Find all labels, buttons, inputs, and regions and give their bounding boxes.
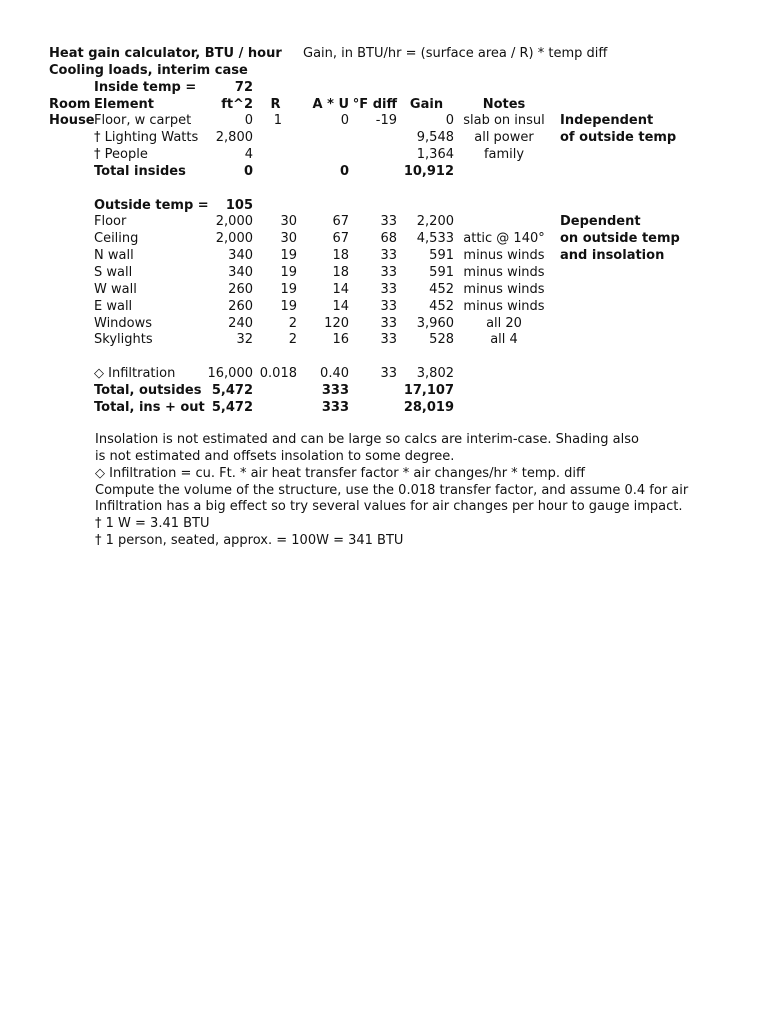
side-note: and insolation bbox=[560, 248, 665, 264]
area-cell: 2,800 bbox=[215, 130, 253, 146]
diff-cell: -19 bbox=[375, 113, 397, 129]
element-cell: W wall bbox=[94, 281, 137, 297]
element-cell: ◇ Infiltration bbox=[94, 366, 176, 382]
sheet-subtitle: Cooling loads, interim case bbox=[49, 62, 248, 78]
col-notes: Notes bbox=[482, 96, 526, 112]
footnote-line: is not estimated and offsets insolation to some degree. bbox=[95, 448, 455, 464]
inside-temp-label: Inside temp = bbox=[94, 79, 197, 95]
gain-cell: 3,802 bbox=[416, 366, 454, 382]
table-row bbox=[49, 299, 749, 316]
notes-cell: all power bbox=[474, 130, 534, 146]
footnote-line: ◇ Infiltration = cu. Ft. * air heat transfer factor * air changes/hr * temp. diff bbox=[95, 465, 585, 481]
au-cell: 0.40 bbox=[320, 366, 349, 382]
au-cell: 14 bbox=[332, 298, 349, 314]
diff-cell: 33 bbox=[380, 332, 397, 348]
side-note: Independent bbox=[560, 113, 654, 129]
col-area: ft^2 bbox=[221, 96, 253, 112]
au-cell: 0 bbox=[340, 113, 349, 129]
table-row bbox=[49, 332, 749, 349]
gain-cell: 4,533 bbox=[416, 231, 454, 247]
footnotes bbox=[95, 432, 715, 550]
element-cell: † People bbox=[94, 147, 148, 163]
inside-temp-value: 72 bbox=[234, 79, 253, 95]
element-cell: Skylights bbox=[94, 332, 153, 348]
notes-cell: minus winds bbox=[463, 298, 545, 314]
diff-cell: 33 bbox=[380, 315, 397, 331]
area-cell: 340 bbox=[228, 248, 253, 264]
diff-cell: 33 bbox=[380, 214, 397, 230]
r-cell: 19 bbox=[280, 264, 297, 280]
spreadsheet bbox=[49, 46, 749, 417]
total-all-gain: 28,019 bbox=[403, 399, 454, 415]
element-cell: Ceiling bbox=[94, 231, 139, 247]
total-outsides-area: 5,472 bbox=[211, 382, 253, 398]
total-all-label: Total, ins + out bbox=[94, 399, 205, 415]
table-row bbox=[49, 113, 749, 130]
col-element: Element bbox=[94, 96, 154, 112]
room-cell: House bbox=[49, 113, 95, 129]
gain-cell: 452 bbox=[429, 281, 454, 297]
spacer-row bbox=[49, 181, 749, 198]
r-cell: 1 bbox=[273, 113, 282, 129]
total-insides-gain: 10,912 bbox=[403, 163, 454, 179]
gain-cell: 591 bbox=[429, 264, 454, 280]
table-row bbox=[49, 316, 749, 333]
notes-cell: minus winds bbox=[463, 248, 545, 264]
outside-temp-value: 105 bbox=[225, 197, 253, 213]
inside-temp-row bbox=[49, 80, 749, 97]
total-outsides-label: Total, outsides bbox=[94, 382, 202, 398]
total-all-area: 5,472 bbox=[211, 399, 253, 415]
subtitle-row bbox=[49, 63, 749, 80]
r-cell: 19 bbox=[280, 248, 297, 264]
notes-cell: minus winds bbox=[463, 281, 545, 297]
element-cell: E wall bbox=[94, 298, 133, 314]
element-cell: † Lighting Watts bbox=[94, 130, 199, 146]
r-cell: 30 bbox=[280, 214, 297, 230]
table-row bbox=[49, 282, 749, 299]
notes-cell: minus winds bbox=[463, 264, 545, 280]
r-cell: 2 bbox=[288, 332, 297, 348]
r-cell: 0.018 bbox=[259, 366, 297, 382]
infiltration-row bbox=[49, 366, 749, 383]
au-cell: 18 bbox=[332, 264, 349, 280]
au-cell: 120 bbox=[324, 315, 349, 331]
spacer-row bbox=[49, 349, 749, 366]
notes-cell: slab on insul bbox=[463, 113, 545, 129]
area-cell: 2,000 bbox=[215, 214, 253, 230]
area-cell: 2,000 bbox=[215, 231, 253, 247]
footnote-line: Compute the volume of the structure, use the 0.018 transfer factor, and assume 0.4 for air bbox=[95, 482, 689, 498]
r-cell: 19 bbox=[280, 281, 297, 297]
area-cell: 340 bbox=[228, 264, 253, 280]
r-cell: 30 bbox=[280, 231, 297, 247]
element-cell: Floor bbox=[94, 214, 127, 230]
total-insides-area: 0 bbox=[243, 163, 253, 179]
outside-temp-row bbox=[49, 198, 749, 215]
area-cell: 260 bbox=[228, 298, 253, 314]
footnote-line: Infiltration has a big effect so try several values for air changes per hour to gauge impact. bbox=[95, 499, 683, 515]
area-cell: 240 bbox=[228, 315, 253, 331]
au-cell: 14 bbox=[332, 281, 349, 297]
notes-cell: family bbox=[483, 147, 525, 163]
area-cell: 16,000 bbox=[207, 366, 253, 382]
total-outsides-row bbox=[49, 383, 749, 400]
gain-cell: 591 bbox=[429, 248, 454, 264]
table-row bbox=[49, 248, 749, 265]
gain-formula: Gain, in BTU/hr = (surface area / R) * temp diff bbox=[303, 46, 608, 61]
notes-cell: all 4 bbox=[490, 332, 518, 348]
total-outsides-au: 333 bbox=[321, 382, 349, 398]
diff-cell: 33 bbox=[380, 281, 397, 297]
gain-cell: 9,548 bbox=[416, 130, 454, 146]
side-note: Dependent bbox=[560, 214, 641, 230]
side-note: on outside temp bbox=[560, 231, 680, 247]
total-insides-row bbox=[49, 164, 749, 181]
footnote-line: † 1 W = 3.41 BTU bbox=[95, 516, 210, 532]
gain-cell: 0 bbox=[445, 113, 454, 129]
total-all-au: 333 bbox=[321, 399, 349, 415]
diff-cell: 33 bbox=[380, 298, 397, 314]
diff-cell: 33 bbox=[380, 264, 397, 280]
table-row bbox=[49, 147, 749, 164]
table-row bbox=[49, 231, 749, 248]
column-header-row bbox=[49, 97, 749, 114]
element-cell: N wall bbox=[94, 248, 134, 264]
diff-cell: 33 bbox=[380, 366, 397, 382]
area-cell: 0 bbox=[244, 113, 253, 129]
col-r: R bbox=[270, 96, 281, 112]
area-cell: 32 bbox=[236, 332, 253, 348]
notes-cell: all 20 bbox=[486, 315, 522, 331]
footnote-line: † 1 person, seated, approx. = 100W = 341 BTU bbox=[95, 533, 404, 549]
diff-cell: 68 bbox=[380, 231, 397, 247]
gain-cell: 528 bbox=[429, 332, 454, 348]
area-cell: 4 bbox=[244, 147, 253, 163]
total-all-row bbox=[49, 400, 749, 417]
r-cell: 2 bbox=[288, 315, 297, 331]
au-cell: 16 bbox=[332, 332, 349, 348]
sheet-title: Heat gain calculator, BTU / hour bbox=[49, 46, 282, 61]
element-cell: S wall bbox=[94, 264, 133, 280]
area-cell: 260 bbox=[228, 281, 253, 297]
gain-cell: 452 bbox=[429, 298, 454, 314]
r-cell: 19 bbox=[280, 298, 297, 314]
au-cell: 67 bbox=[332, 231, 349, 247]
au-cell: 18 bbox=[332, 248, 349, 264]
total-insides-label: Total insides bbox=[94, 163, 186, 179]
table-row bbox=[49, 130, 749, 147]
total-outsides-gain: 17,107 bbox=[403, 382, 454, 398]
col-gain: Gain bbox=[409, 96, 444, 112]
total-insides-au: 0 bbox=[339, 163, 349, 179]
col-diff: °F diff bbox=[352, 96, 397, 112]
footnote-line: Insolation is not estimated and can be large so calcs are interim-case. Shading also bbox=[95, 432, 639, 447]
element-cell: Floor, w carpet bbox=[94, 113, 192, 129]
gain-cell: 3,960 bbox=[416, 315, 454, 331]
table-row bbox=[49, 214, 749, 231]
diff-cell: 33 bbox=[380, 248, 397, 264]
au-cell: 67 bbox=[332, 214, 349, 230]
col-au: A * U bbox=[312, 96, 349, 112]
title-row bbox=[49, 46, 749, 63]
side-note: of outside temp bbox=[560, 130, 677, 146]
gain-cell: 1,364 bbox=[416, 147, 454, 163]
gain-cell: 2,200 bbox=[416, 214, 454, 230]
table-row bbox=[49, 265, 749, 282]
outside-temp-label: Outside temp = bbox=[94, 197, 209, 213]
col-room: Room bbox=[49, 96, 91, 112]
notes-cell: attic @ 140° bbox=[463, 231, 545, 247]
element-cell: Windows bbox=[94, 315, 153, 331]
